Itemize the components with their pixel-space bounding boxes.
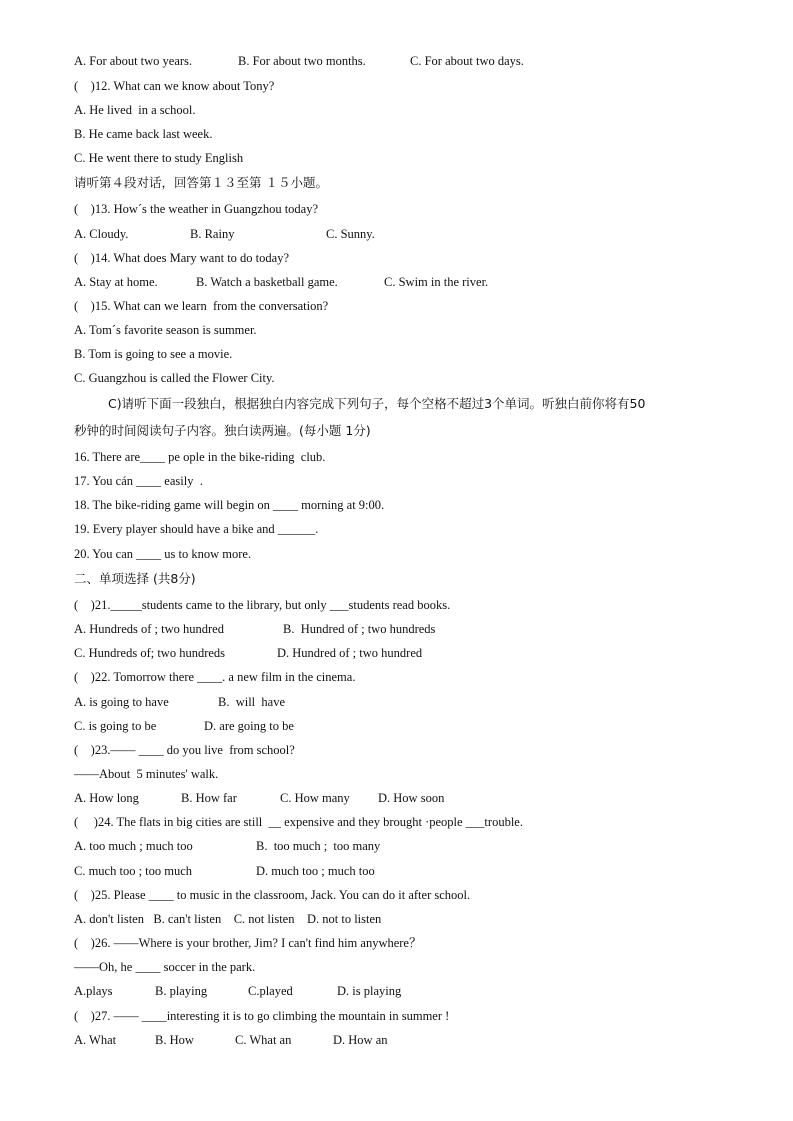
text-line-6: 请听第４段对话，回答第１３至第 １５小题。 (74, 175, 328, 190)
text-line-28-part-2: D. are going to be (204, 719, 294, 733)
text-line-18: 17. You cán ____ easily . (74, 474, 203, 488)
text-line-38: ——Oh, he ____ soccer in the park. (74, 960, 256, 974)
text-line-29: ( )23.—— ____ do you live from school? (74, 743, 295, 757)
text-line-39-part-3: C.played (248, 984, 293, 998)
text-line-30: ——About 5 minutes' walk. (74, 767, 219, 781)
text-line-17: 16. There are____ pe ople in the bike-riding club. (74, 450, 326, 464)
text-line-34-part-2: D. much too ; much too (256, 864, 375, 878)
text-line-27-part-1: A. is going to have (74, 695, 169, 709)
text-line-14: C. Guangzhou is called the Flower City. (74, 371, 275, 385)
text-line-41-part-1: A. What (74, 1033, 117, 1047)
text-line-31-part-3: C. How many (280, 791, 350, 805)
text-line-39-part-4: D. is playing (337, 984, 402, 998)
text-line-41-part-3: C. What an (235, 1033, 292, 1047)
text-line-39-part-1: A.plays (74, 984, 113, 998)
text-line-37: ( )26. ——Where is your brother, Jim? I can't find him anywhere？ (74, 936, 422, 950)
text-line-12: A. Tom´s favorite season is summer. (74, 323, 257, 337)
text-line-35: ( )25. Please ____ to music in the classroom, Jack. You can do it after school. (74, 888, 471, 902)
text-line-33-part-1: A. too much ; much too (74, 839, 193, 853)
text-line-7: ( )13. How´s the weather in Guangzhou today? (74, 202, 319, 216)
text-line-21: 20. You can ____ us to know more. (74, 547, 252, 561)
text-line-41-part-2: B. How (155, 1033, 194, 1047)
text-line-25-part-1: C. Hundreds of; two hundreds (74, 646, 226, 660)
text-line-8-part-1: A. Cloudy. (74, 227, 129, 241)
text-line-9: ( )14. What does Mary want to do today? (74, 251, 289, 265)
text-line-11: ( )15. What can we learn from the conversation? (74, 299, 329, 313)
text-line-31-part-2: B. How far (181, 791, 237, 805)
text-line-1-part-2: B. For about two months. (238, 54, 366, 68)
text-line-27-part-2: B. will have (218, 695, 286, 709)
text-line-8-part-2: B. Rainy (190, 227, 235, 241)
text-line-31-part-1: A. How long (74, 791, 139, 805)
text-line-31-part-4: D. How soon (378, 791, 445, 805)
text-line-5: C. He went there to study English (74, 151, 244, 165)
text-line-15: C)请听下面一段独白，根据独白内容完成下列句子，每个空格不超过3个单词。听独白前你将有50 (108, 396, 646, 411)
text-line-13: B. Tom is going to see a movie. (74, 347, 233, 361)
text-line-23: ( )21._____students came to the library, but only ___students read books. (74, 598, 451, 612)
text-line-26: ( )22. Tomorrow there ____. a new film in the cinema. (74, 670, 356, 684)
text-line-19: 18. The bike-riding game will begin on ____ morning at 9:00. (74, 498, 385, 512)
text-line-34-part-1: C. much too ; too much (74, 864, 193, 878)
text-line-16: 秒钟的时间阅读句子内容。独白读两遍。(每小题 1分) (74, 423, 371, 438)
text-line-36: A. don't listen B. can't listen C. not listen D. not to listen (74, 912, 382, 926)
text-line-10-part-3: C. Swim in the river. (384, 275, 489, 289)
text-line-4: B. He came back last week. (74, 127, 213, 141)
text-line-22: 二、单项选择 (共8分) (74, 571, 196, 586)
text-line-39-part-2: B. playing (155, 984, 208, 998)
text-line-20: 19. Every player should have a bike and ______. (74, 522, 319, 536)
text-line-8-part-3: C. Sunny. (326, 227, 375, 241)
text-line-1-part-1: A. For about two years. (74, 54, 193, 68)
text-line-10-part-2: B. Watch a basketball game. (196, 275, 338, 289)
text-line-28-part-1: C. is going to be (74, 719, 157, 733)
text-line-32: ( )24. The flats in big cities are still __ expensive and they brought ·people ___trouble. (74, 815, 523, 829)
text-line-24-part-1: A. Hundreds of ; two hundred (74, 622, 224, 636)
text-line-2: ( )12. What can we know about Tony? (74, 79, 275, 93)
text-line-33-part-2: B. too much ; too many (256, 839, 381, 853)
text-line-10-part-1: A. Stay at home. (74, 275, 158, 289)
text-line-24-part-2: B. Hundred of ; two hundreds (283, 622, 436, 636)
text-line-1-part-3: C. For about two days. (410, 54, 524, 68)
text-line-41-part-4: D. How an (333, 1033, 388, 1047)
text-line-3: A. He lived in a school. (74, 103, 196, 117)
text-line-40: ( )27. —— ____interesting it is to go climbing the mountain in summer ! (74, 1009, 450, 1023)
text-line-25-part-2: D. Hundred of ; two hundred (277, 646, 423, 660)
